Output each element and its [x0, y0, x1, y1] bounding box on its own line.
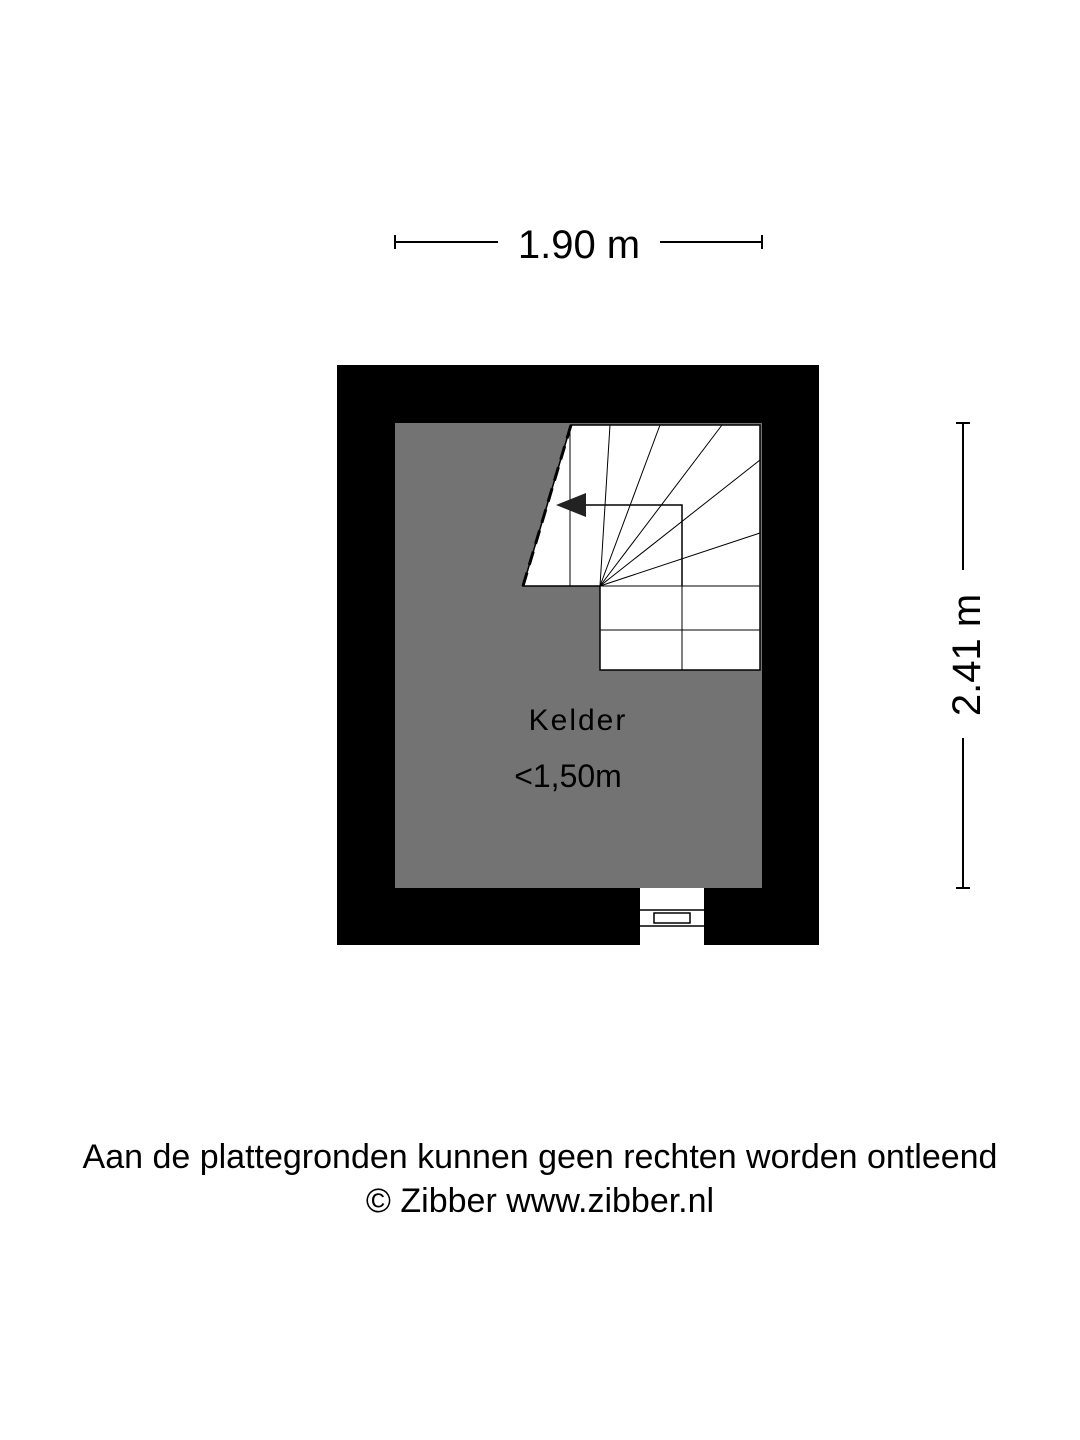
- disclaimer-text: Aan de plattegronden kunnen geen rechten worden ontleend: [82, 1138, 998, 1176]
- copyright-text: © Zibber www.zibber.nl: [365, 1182, 715, 1220]
- room-name: Kelder: [528, 704, 628, 737]
- door-opening: [640, 888, 704, 945]
- height-dimension-label: 2.41 m: [945, 593, 989, 717]
- height-dimension: [945, 423, 989, 888]
- width-dimension-label: 1.90 m: [517, 223, 641, 267]
- room-note: <1,50m: [514, 758, 622, 794]
- width-dimension: [395, 223, 762, 267]
